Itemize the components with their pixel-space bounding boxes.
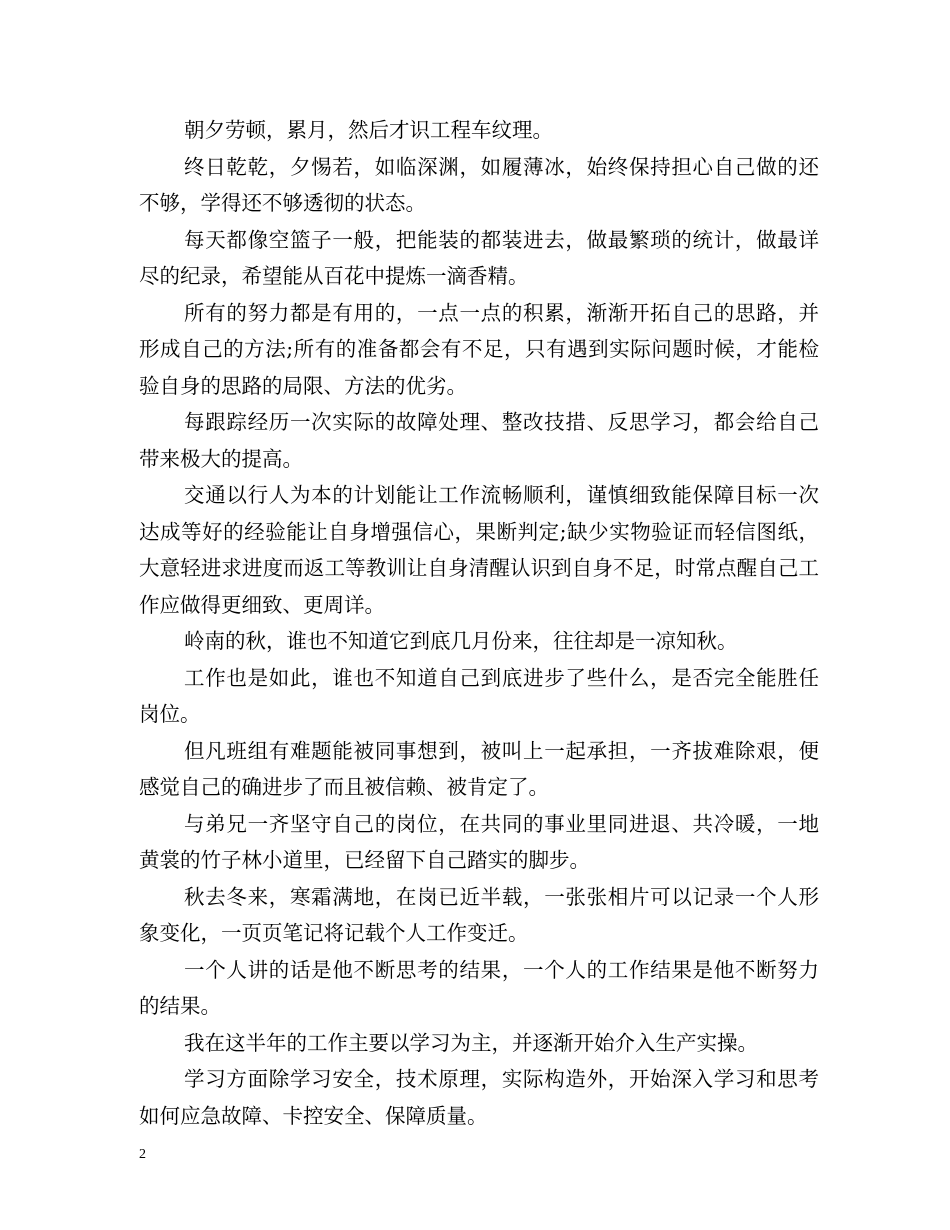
paragraph: 岭南的秋，谁也不知道它到底几月份来，往往却是一凉知秋。 xyxy=(184,629,738,653)
paragraph: 一个人讲的话是他不断思考的结果，一个人的工作结果是他不断努力的结果。 xyxy=(139,957,819,1018)
paragraph: 终日乾乾，夕惕若，如临深渊，如履薄冰，始终保持担心自己做的还不够，学得还不够透彻的状态。 xyxy=(139,154,819,215)
paragraph: 所有的努力都是有用的，一点一点的积累，渐渐开拓自己的思路，并形成自己的方法;所有的准备都会有不足，只有遇到实际问题时候，才能检验自身的思路的局限、方法的优劣。 xyxy=(139,300,819,398)
paragraph: 朝夕劳顿，累月，然后才识工程车纹理。 xyxy=(184,118,553,142)
paragraph: 学习方面除学习安全，技术原理，实际构造外，开始深入学习和思考如何应急故障、卡控安全、保障质量。 xyxy=(139,1067,819,1128)
paragraph: 工作也是如此，谁也不知道自己到底进步了些什么，是否完全能胜任岗位。 xyxy=(139,665,819,726)
paragraph: 每天都像空篮子一般，把能装的都装进去，做最繁琐的统计，做最详尽的纪录，希望能从百花中提炼一滴香精。 xyxy=(139,227,819,288)
paragraph: 与弟兄一齐坚守自己的岗位，在共同的事业里同进退、共冷暖，一地黄裳的竹子林小道里，已经留下自己踏实的脚步。 xyxy=(139,811,819,872)
page-number: 2 xyxy=(139,1147,146,1162)
paragraph: 但凡班组有难题能被同事想到，被叫上一起承担，一齐拔难除艰，便感觉自己的确进步了而且被信赖、被肯定了。 xyxy=(139,738,819,799)
paragraph: 我在这半年的工作主要以学习为主，并逐渐开始介入生产实操。 xyxy=(184,1030,758,1055)
paragraph: 每跟踪经历一次实际的故障处理、整改技措、反思学习，都会给自己带来极大的提高。 xyxy=(139,410,819,471)
body-text xyxy=(139,112,819,1134)
paragraph: 秋去冬来，寒霜满地，在岗已近半载，一张张相片可以记录一个人形象变化，一页页笔记将记载个人工作变迁。 xyxy=(139,884,819,945)
paragraph: 交通以行人为本的计划能让工作流畅顺利，谨慎细致能保障目标一次达成等好的经验能让自身增强信心，果断判定;缺少实物验证而轻信图纸，大意轻进求进度而返工等教训让自身清醒认识到自身不足，时常点醒自己工作应做得更细致、更周详。 xyxy=(139,483,819,617)
